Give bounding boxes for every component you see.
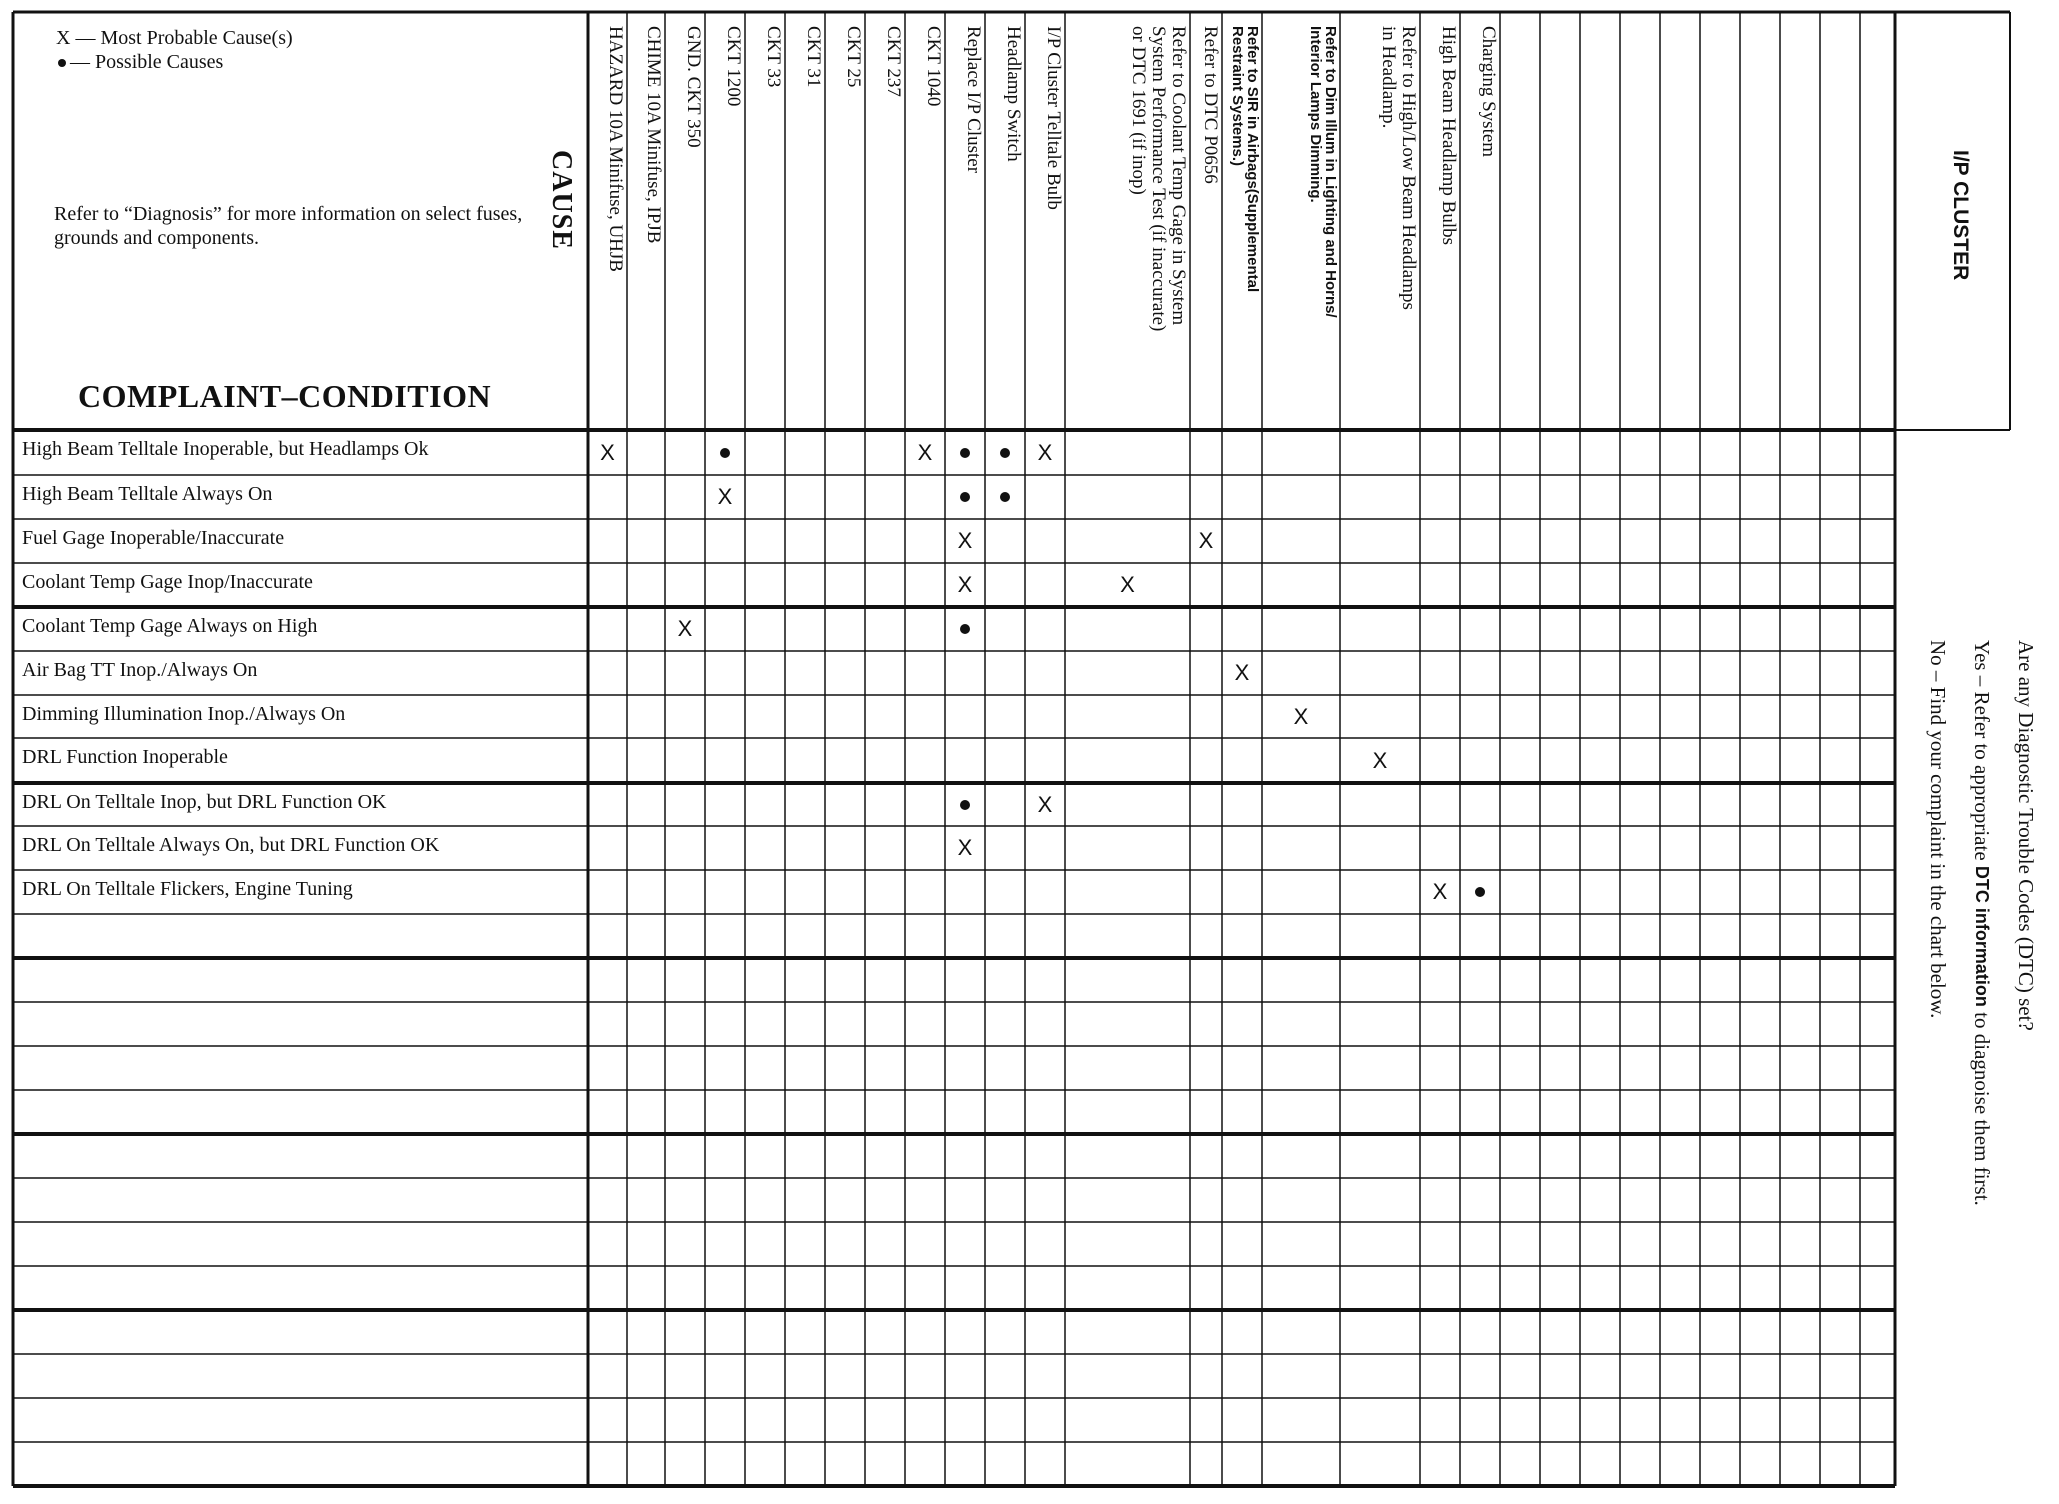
cause-column-header: GND. CKT 350 <box>683 26 704 148</box>
refer-note: Refer to “Diagnosis” for more information on select fuses, grounds and components. <box>54 203 523 249</box>
cause-column-header: Refer to High/Low Beam Headlamps in Headlamp. <box>1378 26 1419 310</box>
complaint-row-label: Fuel Gage Inoperable/Inaccurate <box>22 527 285 549</box>
possible-cause-dot <box>960 800 970 810</box>
possible-cause-dot <box>960 624 970 634</box>
most-probable-mark: X <box>957 572 973 597</box>
complaint-row-label: High Beam Telltale Always On <box>22 483 273 505</box>
legend-possible-row <box>56 50 293 74</box>
most-probable-mark: X <box>600 439 615 465</box>
cause-column-header: CKT 1040 <box>923 26 944 107</box>
complaint-row-label: Dimming Illumination Inop./Always On <box>22 703 346 725</box>
legend-most-probable: X — Most Probable Cause(s) <box>56 27 293 49</box>
cause-column-header: Refer to Dim Illum in Lighting and Horns/ Interior Lamps Dimming. <box>1307 26 1339 318</box>
legend-possible: — Possible Causes <box>70 51 224 73</box>
most-probable-mark: X <box>957 528 973 553</box>
cause-column-header: Refer to DTC P0656 <box>1200 26 1221 184</box>
most-probable-mark: X <box>1198 528 1214 553</box>
possible-cause-dot <box>1000 448 1010 458</box>
complaint-row-label: DRL On Telltale Always On, but DRL Function OK <box>22 834 440 856</box>
possible-cause-dot <box>960 492 970 502</box>
cause-column-header: CKT 31 <box>803 26 824 88</box>
cause-column-header: CKT 1200 <box>723 26 744 107</box>
complaint-row-label: Air Bag TT Inop./Always On <box>22 659 258 681</box>
cause-column-header: High Beam Headlamp Bulbs <box>1438 26 1459 245</box>
cause-column-header: I/P Cluster Telltale Bulb <box>1043 26 1064 210</box>
complaint-row-label: DRL On Telltale Inop, but DRL Function OK <box>22 791 387 813</box>
dtc-note <box>1905 640 2059 1206</box>
cause-column-header: CKT 25 <box>843 26 864 88</box>
cause-column-header: Refer to Coolant Temp Gage in System System Performance Test (if inaccurate) or DTC 1691 (if inop) <box>1128 26 1189 332</box>
complaint-row-label: Coolant Temp Gage Always on High <box>22 615 318 637</box>
cause-column-header: CKT 237 <box>883 26 904 97</box>
most-probable-mark: X <box>917 439 933 465</box>
possible-cause-dot <box>1475 887 1485 897</box>
dtc-yes: Yes – Refer to appropriate DTC information to diagnoise them first. <box>1970 640 1994 1206</box>
complaint-row-label: DRL On Telltale Flickers, Engine Tuning <box>22 878 353 900</box>
cause-column-header: Headlamp Switch <box>1003 26 1024 162</box>
complaint-row-label: High Beam Telltale Inoperable, but Headlamps Ok <box>22 438 429 460</box>
most-probable-mark: X <box>1037 791 1053 817</box>
most-probable-mark: X <box>1293 703 1309 729</box>
cause-heading: CAUSE <box>546 150 577 250</box>
complaint-row-label: DRL Function Inoperable <box>22 746 228 768</box>
dtc-question: Are any Diagnostic Trouble Codes (DTC) set? <box>2014 640 2038 1031</box>
most-probable-mark: X <box>677 616 693 641</box>
possible-cause-dot <box>720 448 730 458</box>
most-probable-mark: X <box>1037 439 1053 465</box>
cause-column-header: Charging System <box>1478 26 1499 158</box>
complaint-row-label: Coolant Temp Gage Inop/Inaccurate <box>22 571 313 593</box>
legend <box>56 26 293 74</box>
most-probable-mark: X <box>1120 572 1135 597</box>
cause-column-header: CHIME 10A Minifuse, IPJB <box>643 26 664 244</box>
most-probable-mark: X <box>1372 747 1388 773</box>
cause-column-header: Replace I/P Cluster <box>963 26 984 174</box>
most-probable-mark: X <box>717 484 733 509</box>
most-probable-mark: X <box>957 835 973 860</box>
cause-column-header: CKT 33 <box>763 26 784 88</box>
complaint-condition-heading: COMPLAINT–CONDITION <box>78 378 492 414</box>
dtc-no: No – Find your complaint in the chart below. <box>1926 640 1950 1019</box>
most-probable-mark: X <box>1432 879 1448 904</box>
panel-title: I/P CLUSTER <box>1949 150 1972 281</box>
cause-column-header: HAZARD 10A Minifuse, UHJB <box>605 26 626 272</box>
most-probable-mark: X <box>1234 660 1250 685</box>
cause-column-header: Refer to SIR in Airbags(Supplemental Restraint Systems.) <box>1229 26 1261 293</box>
possible-cause-dot <box>960 448 970 458</box>
possible-cause-dot <box>1000 492 1010 502</box>
bullet-icon <box>58 59 66 67</box>
